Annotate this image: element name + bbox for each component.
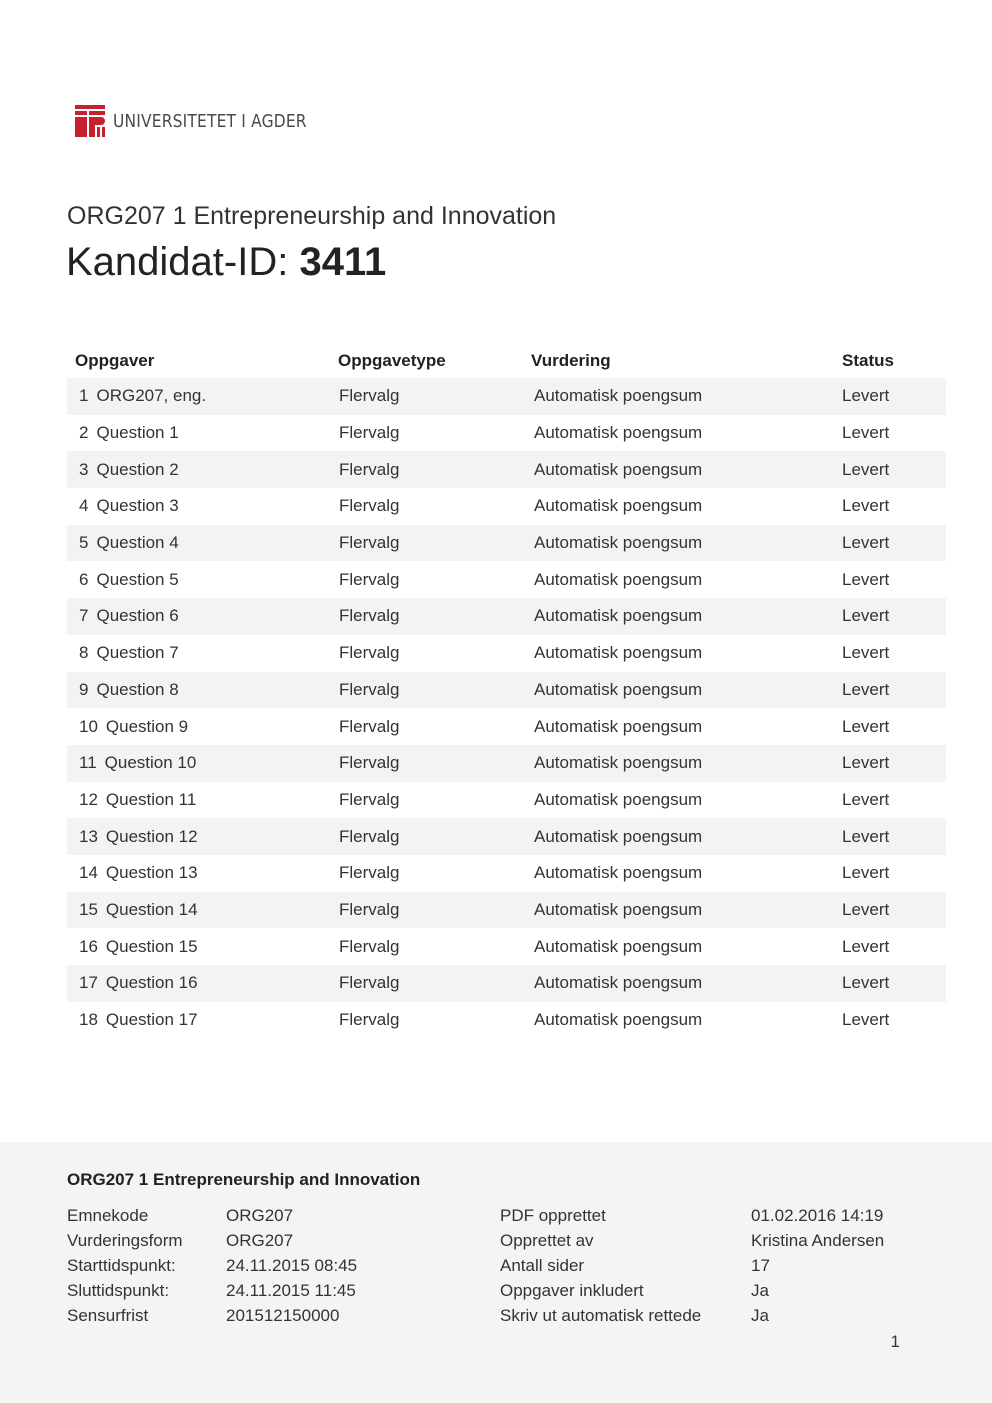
task-table-body — [67, 378, 946, 1038]
task-number: 18 — [79, 1010, 98, 1030]
status-cell: Levert — [842, 863, 890, 883]
meta-value: 24.11.2015 11:45 — [226, 1281, 356, 1300]
task-cell — [67, 378, 335, 415]
task-cell — [67, 855, 335, 892]
task-number: 14 — [79, 863, 98, 883]
meta-right-labels — [500, 1203, 701, 1328]
table-row — [67, 1002, 946, 1039]
task-type-cell: Flervalg — [339, 496, 400, 516]
status-cell: Levert — [842, 818, 946, 855]
table-row — [67, 598, 946, 635]
assessment-cell: Automatisk poengsum — [534, 423, 703, 443]
status-cell: Levert — [842, 892, 946, 929]
task-name: Question 5 — [96, 569, 179, 589]
assessment-cell: Automatisk poengsum — [530, 892, 842, 929]
task-type-cell: Flervalg — [335, 525, 530, 562]
task-number: 1 — [79, 386, 89, 406]
task-cell — [67, 561, 335, 598]
table-row — [67, 525, 946, 562]
assessment-cell: Automatisk poengsum — [530, 451, 842, 488]
table-row — [67, 855, 946, 892]
assessment-cell: Automatisk poengsum — [534, 1010, 703, 1030]
meta-value: ORG207 — [226, 1206, 294, 1225]
task-type-cell: Flervalg — [339, 936, 400, 956]
assessment-cell: Automatisk poengsum — [530, 745, 842, 782]
task-type-cell: Flervalg — [335, 892, 530, 929]
status-cell: Levert — [842, 569, 890, 589]
status-cell: Levert — [842, 378, 946, 415]
task-cell — [67, 415, 335, 452]
task-number: 2 — [79, 423, 89, 443]
table-row — [67, 378, 946, 415]
task-cell — [67, 488, 335, 525]
footer-panel — [0, 1142, 992, 1403]
table-row — [67, 708, 946, 745]
status-cell: Levert — [842, 451, 946, 488]
task-cell — [67, 782, 335, 819]
task-name: Question 11 — [105, 789, 197, 809]
task-number: 4 — [79, 496, 89, 516]
table-row — [67, 415, 946, 452]
meta-label: PDF opprettet — [500, 1206, 606, 1225]
status-cell: Levert — [842, 672, 946, 709]
assessment-cell: Automatisk poengsum — [530, 672, 842, 709]
assessment-cell: Automatisk poengsum — [534, 936, 703, 956]
task-number: 11 — [79, 753, 97, 773]
task-type-cell: Flervalg — [335, 818, 530, 855]
status-cell: Levert — [842, 936, 890, 956]
candidate-id: 3411 — [299, 240, 387, 284]
task-name: Question 15 — [105, 936, 198, 956]
task-cell — [67, 928, 335, 965]
task-cell — [67, 598, 335, 635]
task-type-cell: Flervalg — [335, 672, 530, 709]
table-row — [67, 488, 946, 525]
task-name: Question 4 — [96, 533, 179, 553]
status-cell: Levert — [842, 598, 946, 635]
task-cell — [67, 745, 335, 782]
task-name: Question 7 — [96, 643, 179, 663]
meta-value: 01.02.2016 14:19 — [751, 1206, 884, 1225]
footer-title: ORG207 1 Entrepreneurship and Innovation — [67, 1170, 421, 1189]
table-row — [67, 965, 946, 1002]
meta-value: Ja — [751, 1281, 769, 1300]
task-cell — [67, 965, 335, 1002]
university-logo-icon — [75, 105, 105, 137]
meta-label: Starttidspunkt: — [67, 1256, 176, 1275]
assessment-cell: Automatisk poengsum — [534, 496, 703, 516]
meta-label: Opprettet av — [500, 1231, 594, 1250]
meta-label: Antall sider — [500, 1256, 585, 1275]
task-number: 10 — [79, 716, 98, 736]
task-name: Question 16 — [105, 973, 198, 993]
task-cell — [67, 451, 335, 488]
meta-label: Skriv ut automatisk rettede — [500, 1306, 702, 1325]
task-type-cell: Flervalg — [339, 569, 400, 589]
candidate-label: Kandidat-ID: — [66, 240, 289, 284]
assessment-cell: Automatisk poengsum — [534, 643, 703, 663]
meta-value: 17 — [751, 1256, 770, 1275]
task-number: 9 — [79, 679, 89, 699]
assessment-cell: Automatisk poengsum — [534, 716, 703, 736]
task-number: 16 — [79, 936, 98, 956]
status-cell: Levert — [842, 525, 946, 562]
task-cell — [67, 818, 335, 855]
status-cell: Levert — [842, 423, 890, 443]
assessment-cell: Automatisk poengsum — [534, 569, 703, 589]
task-cell — [67, 892, 335, 929]
task-name: Question 3 — [96, 496, 179, 516]
task-type-cell: Flervalg — [339, 643, 400, 663]
task-number: 8 — [79, 643, 89, 663]
task-name: Question 1 — [96, 423, 179, 443]
assessment-cell: Automatisk poengsum — [530, 598, 842, 635]
task-number: 13 — [79, 826, 98, 846]
column-header-vurdering: Vurdering — [531, 351, 611, 370]
task-type-cell: Flervalg — [335, 965, 530, 1002]
task-number: 17 — [79, 973, 98, 993]
assessment-cell: Automatisk poengsum — [534, 789, 703, 809]
task-type-cell: Flervalg — [339, 1010, 400, 1030]
meta-label: Sensurfrist — [67, 1306, 149, 1325]
status-cell: Levert — [842, 965, 946, 1002]
table-row — [67, 892, 946, 929]
meta-value: 201512150000 — [226, 1306, 340, 1325]
candidate-heading — [66, 240, 386, 285]
task-name: Question 8 — [96, 679, 179, 699]
assessment-cell: Automatisk poengsum — [530, 965, 842, 1002]
task-cell — [67, 635, 335, 672]
assessment-cell: Automatisk poengsum — [530, 525, 842, 562]
status-cell: Levert — [842, 745, 946, 782]
task-type-cell: Flervalg — [339, 716, 400, 736]
task-type-cell: Flervalg — [335, 598, 530, 635]
task-type-cell: Flervalg — [335, 745, 530, 782]
meta-right-values — [751, 1203, 884, 1328]
task-number: 15 — [79, 899, 98, 919]
meta-value: ORG207 — [226, 1231, 294, 1250]
status-cell: Levert — [842, 643, 890, 663]
table-row — [67, 561, 946, 598]
task-type-cell: Flervalg — [339, 423, 400, 443]
table-row — [67, 782, 946, 819]
university-logo — [75, 105, 338, 137]
task-name: Question 14 — [105, 899, 198, 919]
task-number: 6 — [79, 569, 89, 589]
logo-text: UNIVERSITETET I AGDER — [113, 110, 307, 132]
status-cell: Levert — [842, 716, 890, 736]
task-name: Question 17 — [105, 1010, 198, 1030]
meta-value: 24.11.2015 08:45 — [226, 1256, 358, 1275]
status-cell: Levert — [842, 1010, 890, 1030]
task-cell — [67, 525, 335, 562]
table-row — [67, 451, 946, 488]
task-number: 7 — [79, 606, 89, 626]
table-row — [67, 928, 946, 965]
task-name: Question 10 — [104, 753, 197, 773]
task-type-cell: Flervalg — [335, 378, 530, 415]
table-row — [67, 745, 946, 782]
meta-label: Sluttidspunkt: — [67, 1281, 170, 1300]
task-table — [67, 344, 946, 1038]
task-name: Question 9 — [105, 716, 189, 736]
assessment-cell: Automatisk poengsum — [534, 863, 703, 883]
meta-left-labels — [67, 1203, 183, 1328]
table-row — [67, 818, 946, 855]
assessment-cell: Automatisk poengsum — [530, 818, 842, 855]
table-row — [67, 672, 946, 709]
task-name: ORG207, eng. — [96, 386, 207, 406]
meta-value: Kristina Andersen — [751, 1231, 885, 1250]
task-cell — [67, 672, 335, 709]
column-header-status: Status — [842, 351, 894, 370]
table-header-row — [67, 344, 946, 378]
task-cell — [67, 708, 335, 745]
task-type-cell: Flervalg — [335, 451, 530, 488]
meta-label: Oppgaver inkludert — [500, 1281, 644, 1300]
column-header-oppgavetype: Oppgavetype — [338, 351, 446, 370]
column-header-oppgaver: Oppgaver — [75, 351, 155, 370]
meta-label: Vurderingsform — [67, 1231, 183, 1250]
table-row — [67, 635, 946, 672]
task-number: 12 — [79, 789, 98, 809]
task-cell — [67, 1002, 335, 1039]
task-number: 3 — [79, 459, 89, 479]
task-type-cell: Flervalg — [339, 863, 400, 883]
task-name: Question 12 — [105, 826, 198, 846]
task-type-cell: Flervalg — [339, 789, 400, 809]
status-cell: Levert — [842, 789, 890, 809]
assessment-cell: Automatisk poengsum — [530, 378, 842, 415]
task-name: Question 6 — [96, 606, 179, 626]
meta-label: Emnekode — [67, 1206, 149, 1225]
course-title: ORG207 1 Entrepreneurship and Innovation — [67, 202, 557, 230]
status-cell: Levert — [842, 496, 890, 516]
meta-value: Ja — [751, 1306, 769, 1325]
task-number: 5 — [79, 533, 89, 553]
page-number: 1 — [890, 1332, 900, 1351]
task-name: Question 2 — [96, 459, 179, 479]
task-name: Question 13 — [105, 863, 198, 883]
meta-left-values — [226, 1203, 357, 1328]
